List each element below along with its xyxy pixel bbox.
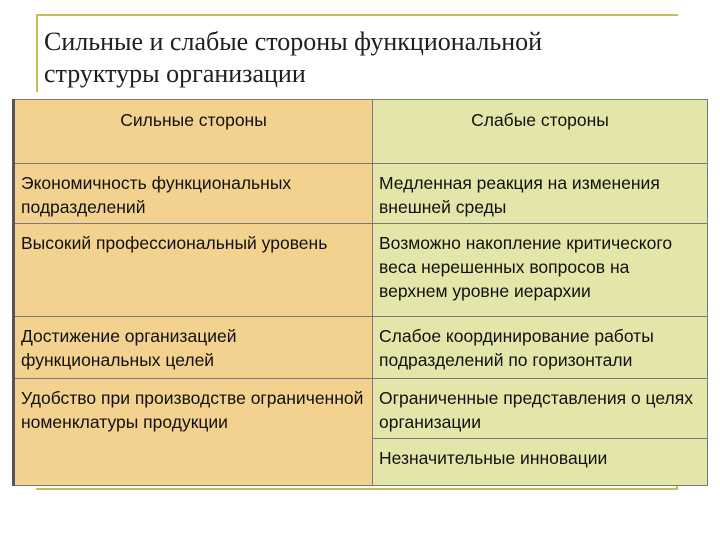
frame-line-top <box>36 14 678 16</box>
weak-cell: Слабое координирование работы подразделений по горизонтали <box>373 317 708 379</box>
table-row <box>14 164 708 224</box>
comparison-table <box>12 99 708 486</box>
slide-title: Сильные и слабые стороны функциональной структуры организации <box>44 27 543 88</box>
frame-line-bottom <box>36 488 678 490</box>
strong-cell: Достижение организацией функциональных целей <box>14 317 373 379</box>
table-row <box>14 317 708 379</box>
header-strong-sides: Сильные стороны <box>14 100 373 164</box>
weak-cell: Медленная реакция на изменения внешней среды <box>373 164 708 224</box>
strong-cell: Удобство при производстве ограниченной номенклатуры продукции <box>14 379 373 486</box>
weak-cell: Возможно накопление критического веса нерешенных вопросов на верхнем уровне иерархии <box>373 224 708 317</box>
weak-cell: Незначительные инновации <box>373 439 708 486</box>
frame-line-left <box>36 14 38 92</box>
table-row <box>14 224 708 317</box>
weak-cell: Ограниченные представления о целях организации <box>373 379 708 439</box>
strong-cell: Высокий профессиональный уровень <box>14 224 373 317</box>
table-row <box>14 379 708 439</box>
table-header-row <box>14 100 708 164</box>
header-weak-sides: Слабые стороны <box>373 100 708 164</box>
strong-cell: Экономичность функциональных подразделений <box>14 164 373 224</box>
